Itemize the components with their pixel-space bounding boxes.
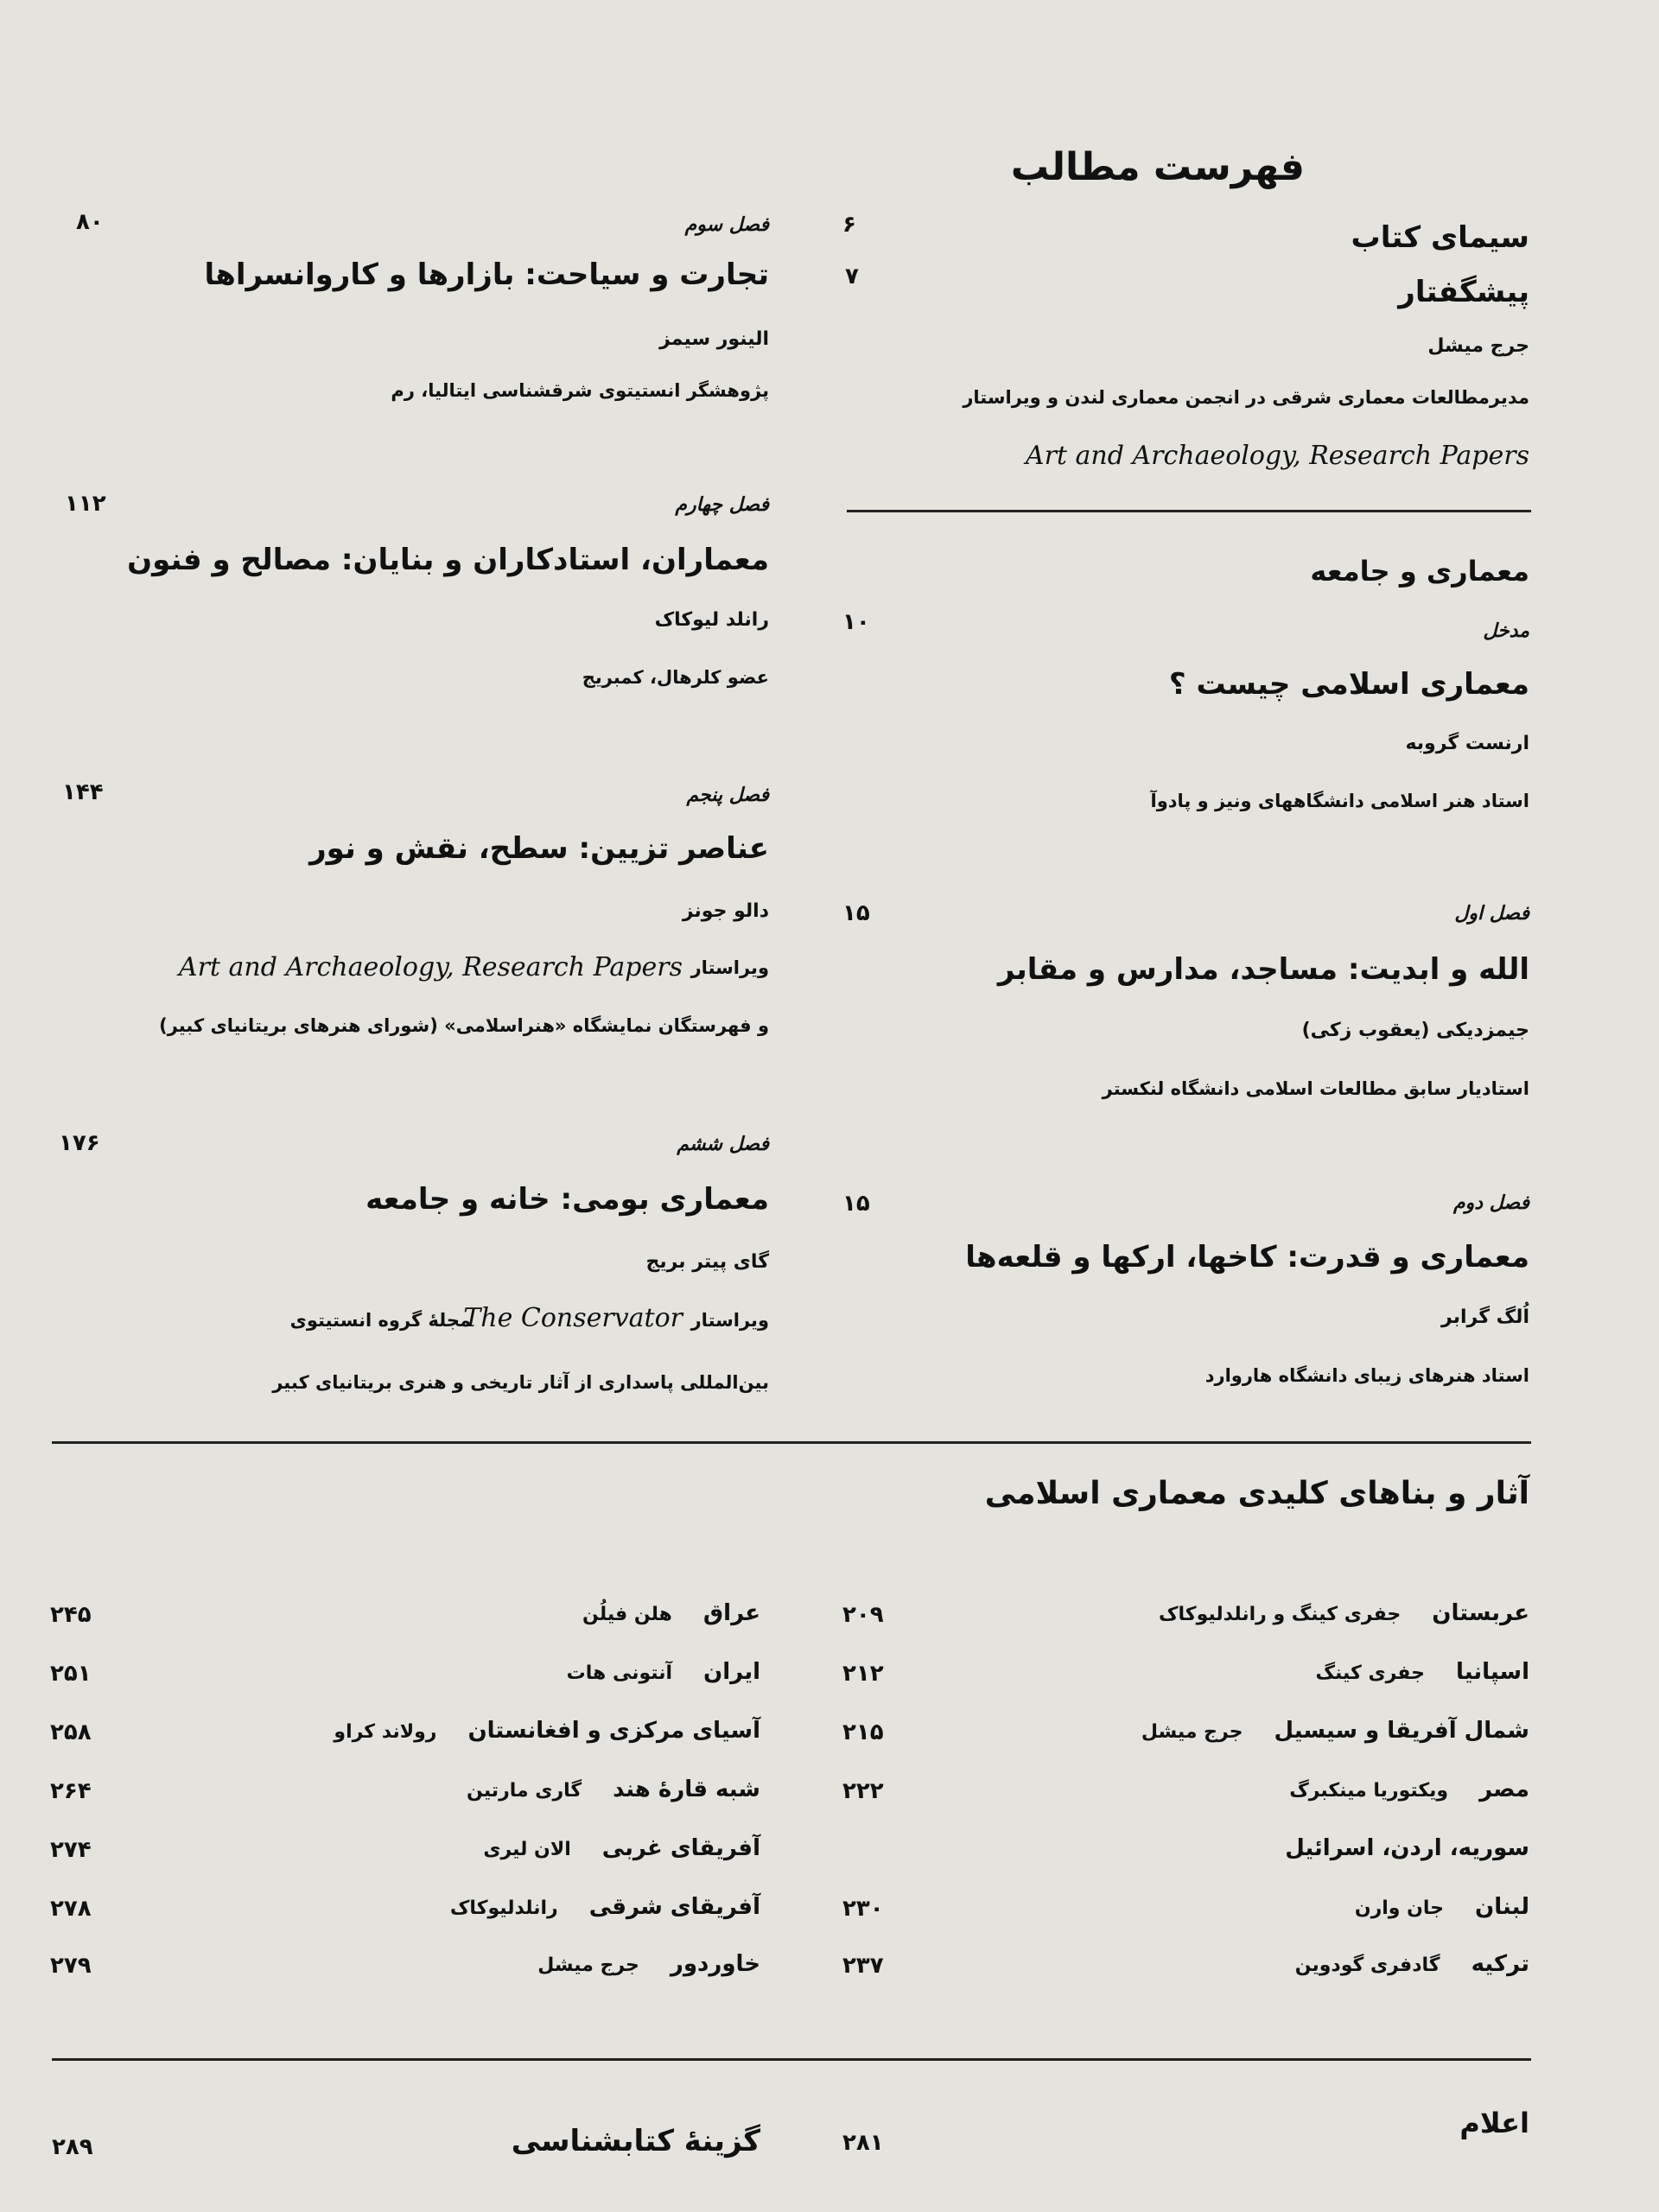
chapter-label: فصل چهارم — [675, 494, 769, 516]
gazetteer-row — [582, 1600, 760, 1626]
chapter-title: تجارت و سیاحت: بازارها و کاروانسراها — [204, 257, 769, 292]
backmatter-title: اعلام — [1459, 2107, 1529, 2139]
backmatter-title: گزینهٔ کتابشناسی — [511, 2124, 760, 2158]
chapter-author: رانلد لیوکاک — [654, 609, 769, 631]
gazetteer-page: ۲۳۰ — [842, 1896, 884, 1922]
gazetteer-row — [483, 1835, 760, 1861]
gazetteer-author: هلن فیلُن — [582, 1604, 672, 1625]
gazetteer-page: ۲۷۴ — [50, 1837, 92, 1863]
gazetteer-page: ۲۲۲ — [842, 1778, 884, 1804]
chapter-label: فصل ششم — [677, 1134, 769, 1155]
chapter-label: فصل اول — [1454, 903, 1529, 925]
chapter-title: معماری و قدرت: کاخها، ارکها و قلعه‌ها — [965, 1240, 1529, 1274]
chapter-author: جیمزدیکی (یعقوب زکی) — [1301, 1020, 1529, 1041]
gazetteer-region: ایران — [703, 1659, 760, 1685]
chapter-journal: The Conservator — [463, 1303, 683, 1333]
page-title: فهرست مطالب — [1010, 145, 1305, 189]
gazetteer-author: رانلدلیوکاک — [449, 1897, 558, 1919]
chapter-author: گای پیتر بریج — [645, 1251, 769, 1273]
gazetteer-author: ویکتوریا مینکبرگ — [1289, 1780, 1449, 1802]
gazetteer-region: آسیای مرکزی و افغانستان — [467, 1718, 760, 1744]
gazetteer-row — [567, 1659, 760, 1685]
chapter-label: مدخل — [1483, 620, 1529, 642]
preface-journal: Art and Archaeology, Research Papers — [1025, 441, 1529, 471]
chapter-title: عناصر تزیین: سطح، نقش و نور — [309, 831, 769, 866]
gazetteer-page: ۲۶۴ — [50, 1778, 92, 1804]
chapter-page: ۱۵ — [842, 900, 870, 926]
frontmatter-title: پیشگفتار — [1398, 275, 1529, 309]
chapter-affiliation: بین‌المللی پاسداری از آثار تاریخی و هنری بریتانیای کبیر — [272, 1372, 769, 1393]
backmatter-page: ۲۸۹ — [52, 2134, 93, 2160]
divider — [52, 1441, 1531, 1444]
chapter-affiliation: استادیار سابق مطالعات اسلامی دانشگاه لنکستر — [1102, 1078, 1529, 1099]
chapter-page: ۱۰ — [842, 609, 870, 635]
gazetteer-region: ترکیه — [1471, 1951, 1529, 1977]
gazetteer-author: گادفری گودوین — [1294, 1955, 1440, 1976]
journal-suffix: مجلهٔ گروه انستیتوی — [289, 1310, 471, 1331]
chapter-affiliation: استاد هنر اسلامی دانشگاههای ونیز و پادوآ — [1150, 791, 1529, 811]
gazetteer-author: جرج میشل — [537, 1955, 639, 1976]
gazetteer-row — [1141, 1718, 1529, 1744]
gazetteer-page: ۲۷۹ — [50, 1953, 92, 1979]
chapter-title: معماران، استادکاران و بنایان: مصالح و فنون — [127, 543, 769, 577]
chapter-page: ۱۴۴ — [62, 779, 104, 805]
gazetteer-page: ۲۰۹ — [842, 1602, 884, 1628]
gazetteer-author: جان وارن — [1354, 1897, 1445, 1919]
gazetteer-row — [1289, 1777, 1529, 1802]
section-title: آثار و بناهای کلیدی معماری اسلامی — [984, 1476, 1529, 1511]
gazetteer-page: ۲۵۸ — [50, 1719, 92, 1745]
gazetteer-region: مصر — [1479, 1777, 1529, 1802]
editor-word: ویراستار — [690, 1310, 769, 1331]
chapter-label: فصل پنجم — [686, 785, 769, 806]
gazetteer-author: آنتونی هات — [566, 1662, 673, 1684]
chapter-label: فصل دوم — [1453, 1192, 1529, 1214]
divider — [847, 510, 1531, 512]
gazetteer-region: عربستان — [1432, 1600, 1529, 1626]
chapter-affiliation: و فهرستگان نمایشگاه «هنراسلامی» (شورای هنرهای بریتانیای کبیر) — [159, 1015, 769, 1036]
chapter-label: فصل سوم — [684, 214, 769, 236]
gazetteer-row — [1159, 1600, 1529, 1626]
chapter-affiliation: استاد هنرهای زیبای دانشگاه هاروارد — [1205, 1365, 1529, 1386]
gazetteer-region: عراق — [702, 1600, 760, 1626]
gazetteer-page: ۲۱۵ — [842, 1719, 884, 1745]
divider — [52, 2058, 1531, 2061]
gazetteer-region: آفریقای شرقی — [588, 1894, 760, 1920]
gazetteer-region: خاوردور — [670, 1951, 760, 1977]
chapter-affiliation: عضو کلرهال، کمبریج — [582, 667, 769, 688]
editor-word: ویراستار — [690, 957, 769, 978]
gazetteer-row — [334, 1718, 760, 1744]
gazetteer-author: گاری مارتین — [467, 1780, 582, 1802]
chapter-page: ۱۷۶ — [59, 1130, 100, 1156]
gazetteer-row — [450, 1894, 760, 1920]
gazetteer-page: ۲۷۸ — [50, 1896, 92, 1922]
gazetteer-row — [537, 1951, 760, 1977]
chapter-author: الینور سیمز — [659, 328, 769, 350]
chapter-title: معماری بومی: خانه و جامعه — [365, 1182, 769, 1217]
gazetteer-region: شبه قارهٔ هند — [613, 1777, 760, 1802]
gazetteer-author: الان لیری — [483, 1839, 571, 1860]
frontmatter-page: ۷ — [845, 264, 859, 289]
chapter-page: ۸۰ — [76, 209, 104, 235]
chapter-title: الله و ابدیت: مساجد، مدارس و مقابر — [997, 952, 1529, 987]
chapter-author: ارنست گروبه — [1405, 733, 1529, 754]
gazetteer-author: رولاند کراو — [334, 1721, 437, 1743]
gazetteer-row — [1295, 1951, 1529, 1977]
gazetteer-row — [467, 1777, 760, 1802]
gazetteer-row — [1285, 1835, 1529, 1861]
gazetteer-region: اسپانیا — [1456, 1659, 1529, 1685]
gazetteer-page: ۲۴۵ — [50, 1602, 92, 1628]
gazetteer-author: جفری کینگ — [1315, 1662, 1425, 1684]
preface-affiliation: مدیرمطالعات معماری شرقی در انجمن معماری لندن و ویراستار — [963, 387, 1529, 408]
section-title: معماری و جامعه — [1310, 555, 1529, 588]
gazetteer-author: جفری کینگ و رانلدلیوکاک — [1159, 1604, 1402, 1625]
preface-author: جرج میشل — [1427, 335, 1529, 357]
frontmatter-page: ۶ — [842, 212, 856, 238]
gazetteer-region: آفریقای غربی — [601, 1835, 760, 1861]
gazetteer-page: ۲۱۲ — [842, 1661, 884, 1687]
chapter-author: دالو جونز — [682, 900, 769, 922]
gazetteer-region: شمال آفریقا و سیسیل — [1274, 1718, 1529, 1744]
gazetteer-region: سوریه، اردن، اسرائیل — [1285, 1835, 1529, 1861]
gazetteer-page: ۲۳۷ — [842, 1953, 884, 1979]
chapter-page: ۱۵ — [842, 1191, 870, 1217]
backmatter-page: ۲۸۱ — [842, 2130, 884, 2156]
gazetteer-region: لبنان — [1475, 1894, 1529, 1920]
chapter-page: ۱۱۲ — [65, 491, 106, 517]
gazetteer-row — [1355, 1894, 1529, 1920]
frontmatter-title: سیمای کتاب — [1351, 220, 1529, 255]
gazetteer-author: جرج میشل — [1141, 1721, 1243, 1743]
chapter-title: معماری اسلامی چیست ؟ — [1168, 667, 1529, 702]
chapter-journal: Art and Archaeology, Research Papers — [178, 952, 683, 982]
chapter-affiliation: پژوهشگر انستیتوی شرقشناسی ایتالیا، رم — [391, 380, 769, 401]
gazetteer-row — [1316, 1659, 1529, 1685]
gazetteer-page: ۲۵۱ — [50, 1661, 92, 1687]
chapter-author: اُلگ گرابر — [1441, 1306, 1529, 1328]
